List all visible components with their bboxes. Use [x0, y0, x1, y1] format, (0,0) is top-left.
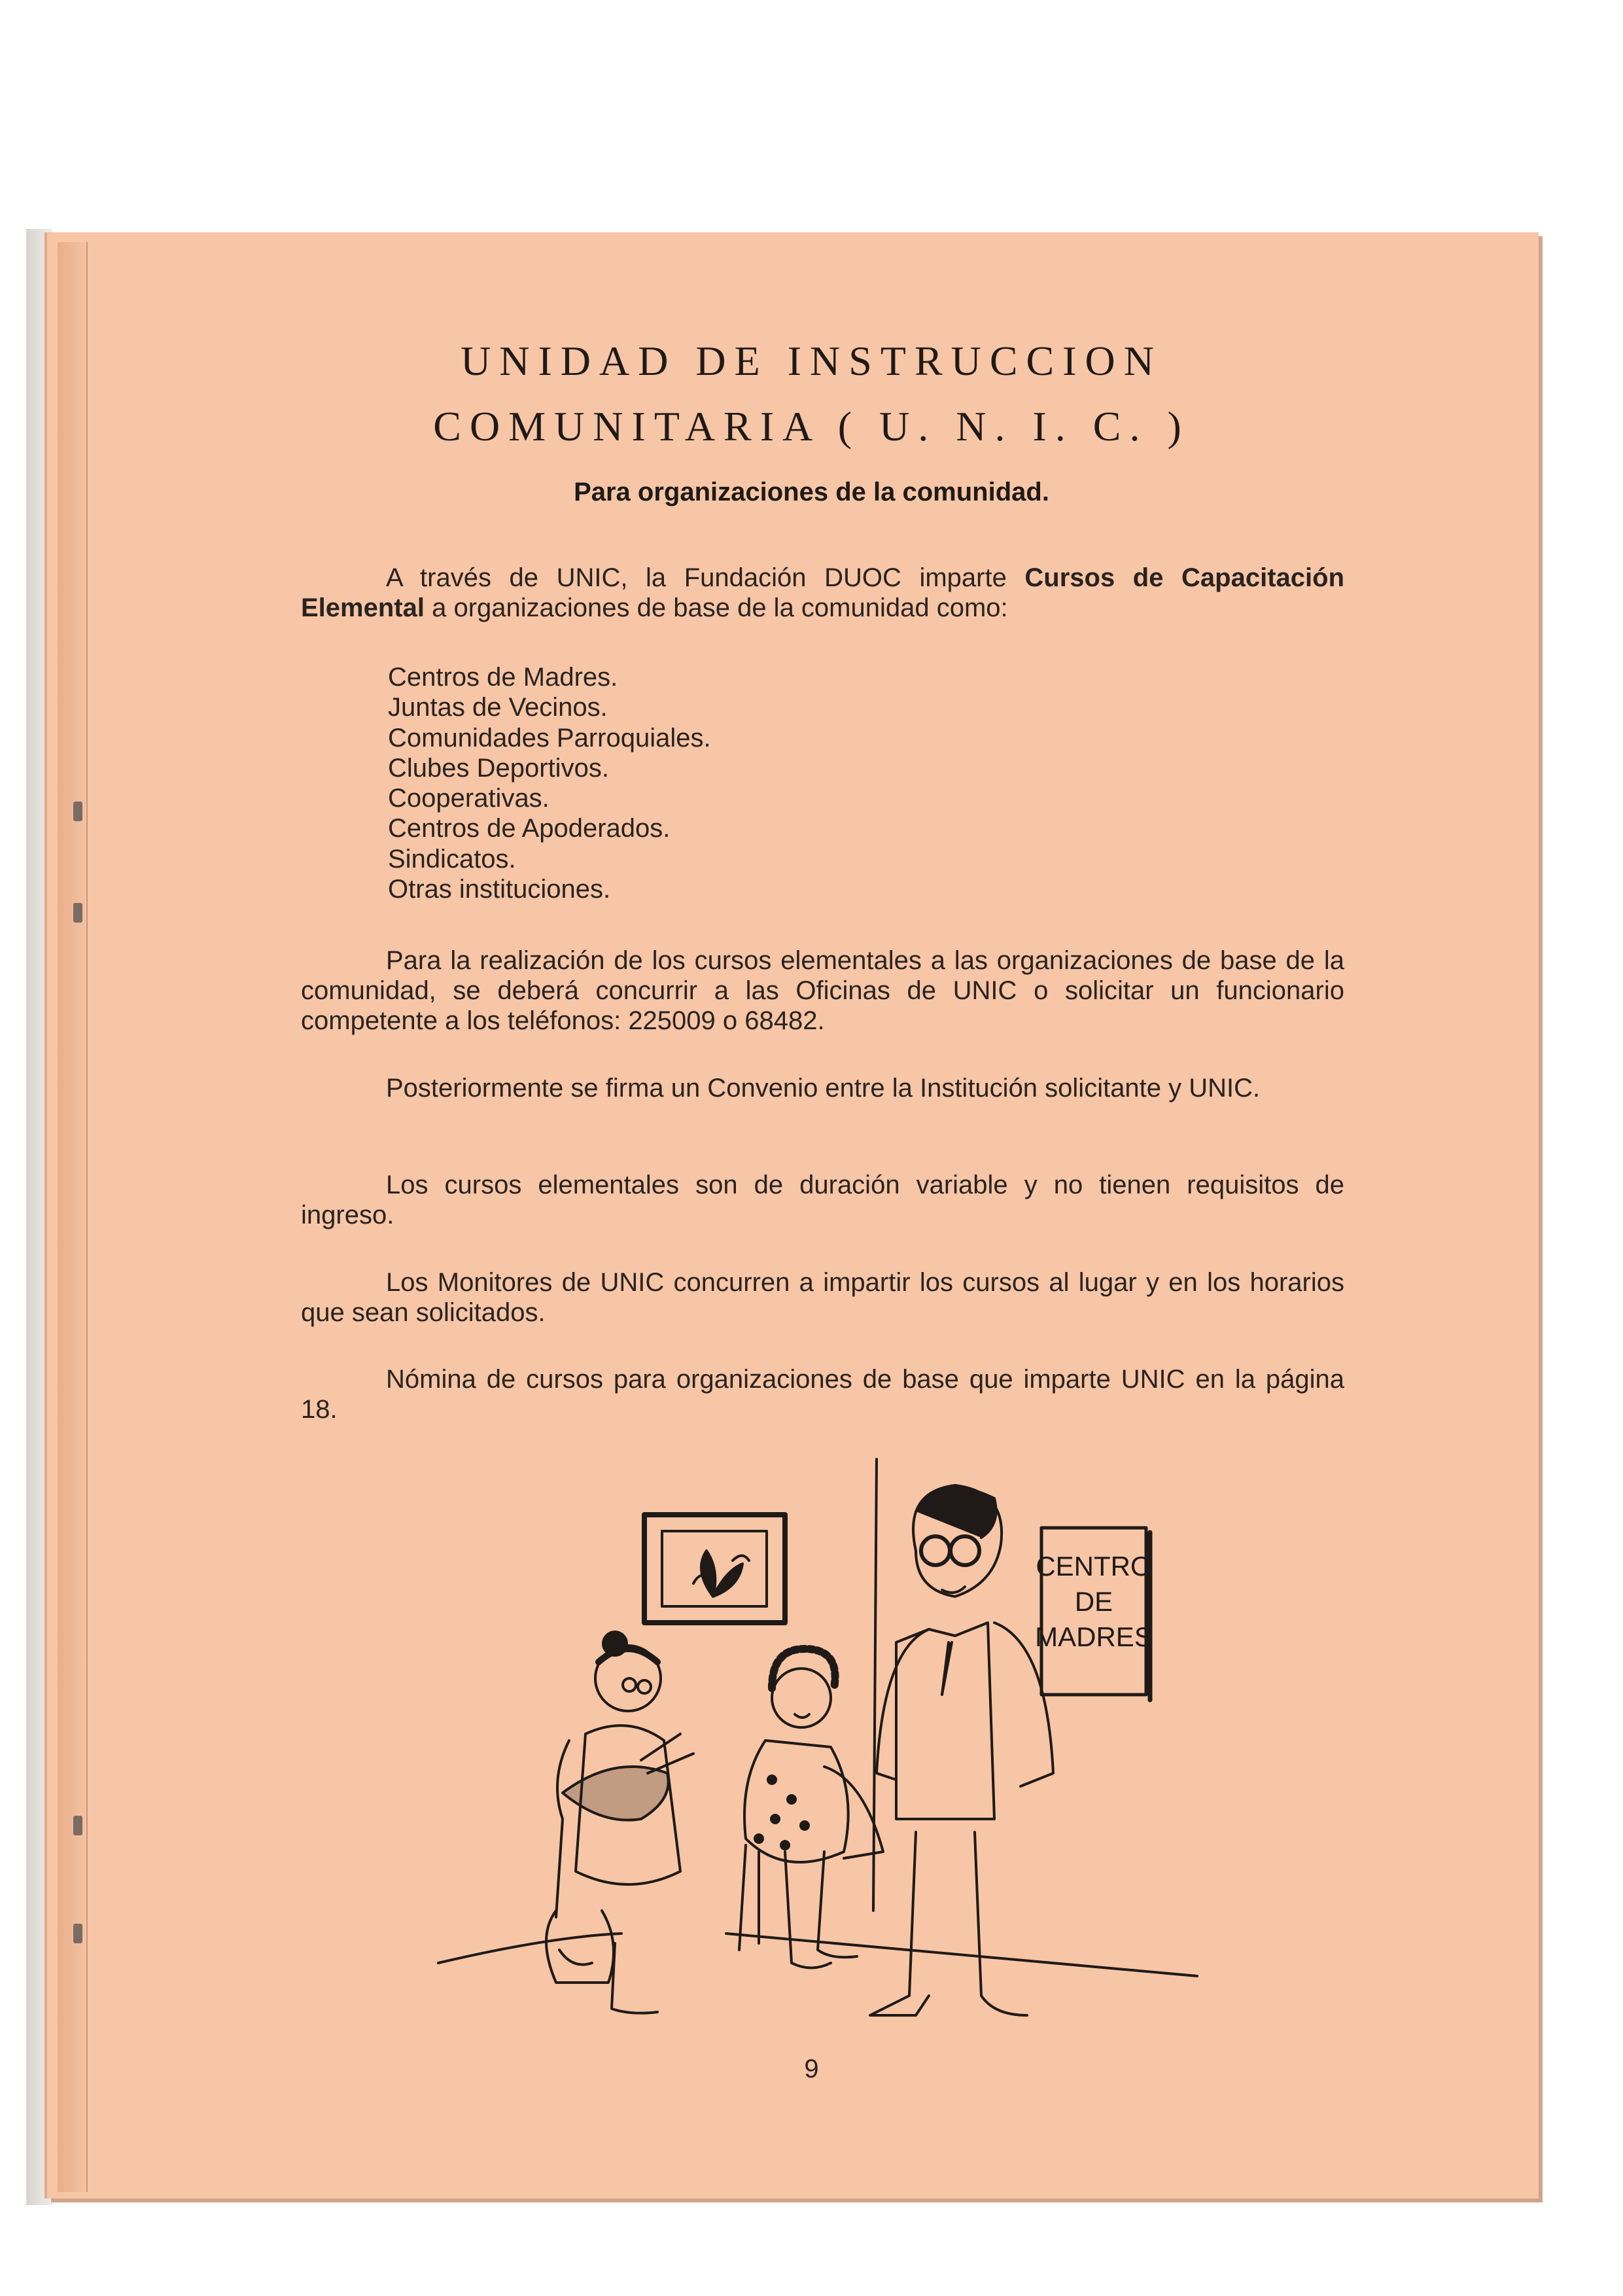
paragraph-text: Para la realización de los cursos elementales a las organizaciones de base de la comunidad, se deberá concurrir a las Oficinas de UNIC o solicitar un funcionario competente a los teléfonos: 225009 o 68482. [301, 946, 1344, 1035]
floor-line [438, 1934, 621, 1963]
organizations-list [388, 662, 711, 904]
paragraph [301, 1073, 1344, 1103]
binding-crease [86, 242, 88, 2192]
page-binding [58, 242, 86, 2192]
paragraph-text: Los cursos elementales son de duración variable y no tienen requisitos de ingreso. [301, 1171, 1344, 1229]
sign-line: CENTRO [1036, 1551, 1152, 1581]
staple [73, 1924, 82, 1943]
list-item: Juntas de Vecinos. [388, 693, 608, 722]
paragraph [301, 1267, 1344, 1328]
list-item: Centros de Apoderados. [388, 814, 671, 843]
list-item: Comunidades Parroquiales. [388, 723, 711, 752]
subtitle: Para organizaciones de la comunidad. [574, 478, 1049, 506]
staple [73, 903, 82, 923]
sign-line: DE [1074, 1586, 1113, 1617]
intro-text-start: A través de UNIC, la Fundación DUOC imparte [386, 563, 1025, 592]
paragraph [301, 1170, 1344, 1230]
list-item: Sindicatos. [388, 844, 516, 874]
paragraph [301, 1364, 1344, 1424]
knitting-woman-figure [546, 1632, 693, 2013]
intro-text-end: a organizaciones de base de la comunidad como: [424, 593, 1008, 622]
list-item: Otras instituciones. [388, 875, 611, 904]
dress-pattern [754, 1775, 810, 1850]
list-item: Cooperativas. [388, 784, 550, 813]
paragraph-text: Posteriormente se firma un Convenio entre la Institución solicitante y UNIC. [386, 1074, 1261, 1103]
paragraph-text: Nómina de cursos para organizaciones de base que imparte UNIC en la página 18. [301, 1365, 1344, 1424]
title-line-2: COMUNITARIA ( U. N. I. C. ) [433, 403, 1190, 450]
cartoon-illustration [419, 1453, 1217, 2041]
title-line-1: UNIDAD DE INSTRUCCION [461, 338, 1162, 384]
sewing-woman-figure [739, 1649, 883, 1968]
list-item: Centros de Madres. [388, 663, 618, 692]
page-number: 9 [804, 2055, 819, 2083]
staple [73, 802, 82, 821]
floor-line [726, 1934, 1197, 1976]
sign-line: MADRES [1035, 1621, 1153, 1652]
centro-de-madres-sign [1035, 1528, 1153, 1700]
list-item: Clubes Deportivos. [388, 753, 609, 783]
paragraph [301, 945, 1344, 1036]
intro-paragraph [301, 563, 1344, 623]
wall-corner-line [873, 1459, 877, 1911]
paragraph-text: Los Monitores de UNIC concurren a impartir los cursos al lugar y en los horarios que sean solicitados. [301, 1268, 1344, 1327]
standing-man-figure [870, 1485, 1053, 2015]
framed-picture-icon [644, 1515, 785, 1623]
intro-bold-text: Cursos de Capacitación Elemental [301, 563, 1344, 622]
staple [73, 1816, 82, 1835]
